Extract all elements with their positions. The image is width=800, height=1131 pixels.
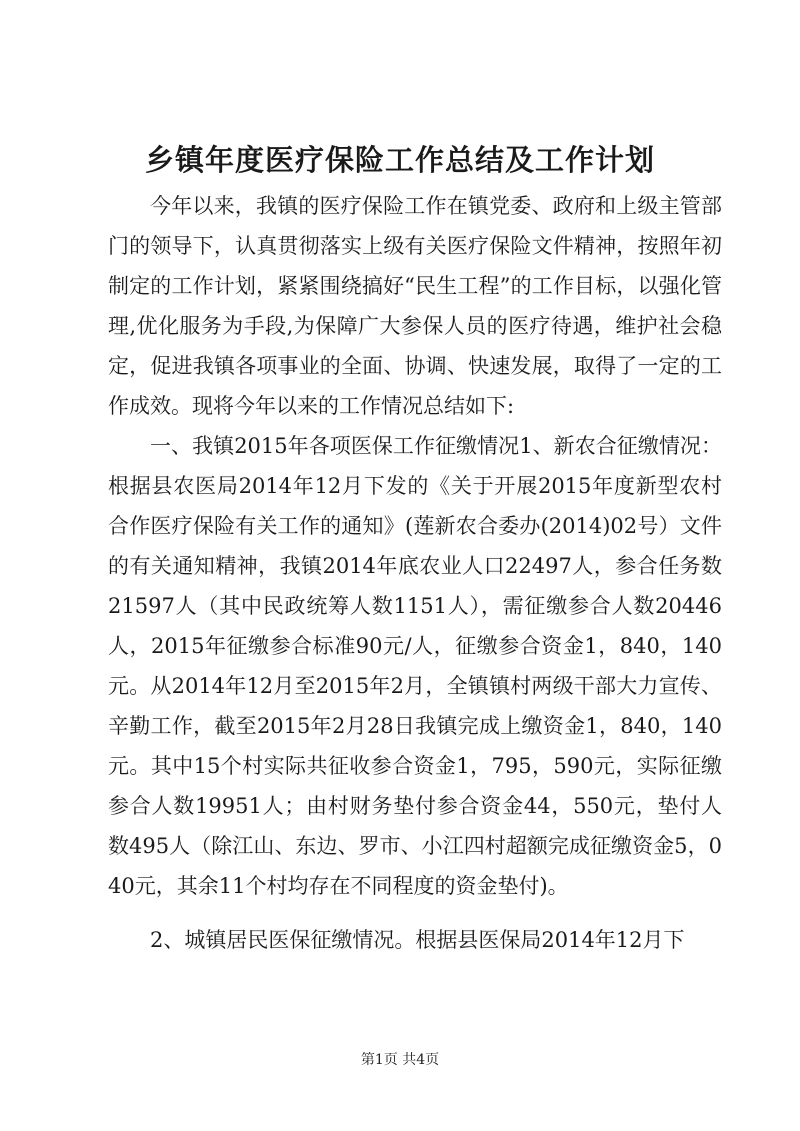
paragraph-section-2: 2、城镇居民医保征缴情况。根据县医保局2014年12月下 [150, 928, 685, 952]
document-body [108, 186, 722, 960]
page-footer: 第1页 共4页 [360, 1052, 440, 1068]
page-title: 乡镇年度医疗保险工作总结及工作计划 [144, 143, 655, 177]
paragraph-intro: 今年以来，我镇的医疗保险工作在镇党委、政府和上级主管部门的领导下，认真贯彻落实上级有关医疗保险文件精神，按照年初制定的工作计划，紧紧围绕搞好“民生工程”的工作目标，以强化管理,优化服务为手段,为保障广大参保人员的医疗待遇，维护社会稳定，促进我镇各项事业的全面、协调、快速发展，取得了一定的工作成效。现将今年以来的工作情况总结如下: [108, 194, 722, 418]
paragraph-section-1: 一、我镇2015年各项医保工作征缴情况1、新农合征缴情况：根据县农医局2014年12月下发的《关于开展2015年度新型农村合作医疗保险有关工作的通知》(莲新农合委办(2014)02号）文件的有关通知精神，我镇2014年底农业人口22497人，参合任务数21597人（其中民政统筹人数1151人），需征缴参合人数20446人，2015年征缴参合标准90元/人，征缴参合资金1，840，140元。从2014年12月至2015年2月，全镇镇村两级干部大力宣传、辛勤工作，截至2015年2月28日我镇完成上缴资金1，840，140元。其中15个村实际共征收参合资金1，795，590元，实际征缴参合人数19951人；由村财务垫付参合资金44，550元，垫付人数495人（除江山、东边、罗市、小江四村超额完成征缴资金5，040元，其余11个村均存在不同程度的资金垫付)。 [108, 434, 722, 898]
